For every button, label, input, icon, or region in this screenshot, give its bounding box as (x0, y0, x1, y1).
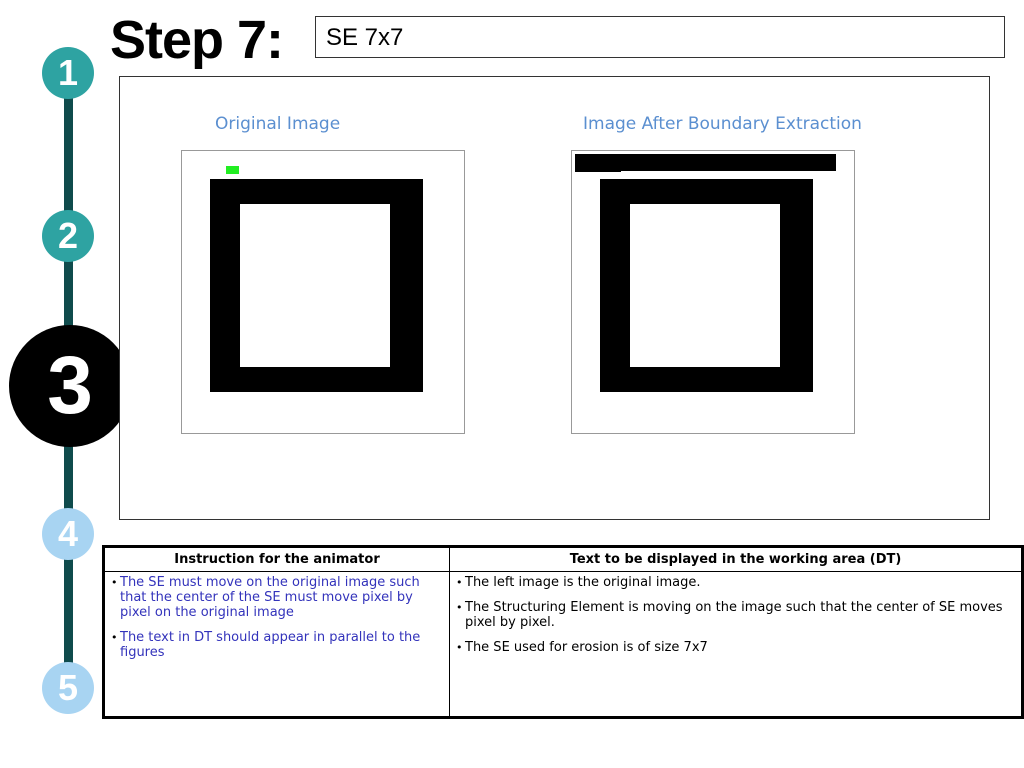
step-5-circle[interactable]: 5 (42, 662, 94, 714)
extracted-image-caption: Image After Boundary Extraction (583, 114, 862, 134)
original-image-frame (181, 150, 465, 434)
original-square-outer (210, 179, 423, 392)
step-1-circle[interactable]: 1 (42, 47, 94, 99)
display-text-item: • The Structuring Element is moving on the image such that the center of SE moves pixel by pixel. (456, 600, 1015, 630)
instruction-item: • The text in DT should appear in parallel to the figures (111, 630, 443, 660)
extraction-progress-tick (575, 170, 621, 172)
instruction-table (102, 545, 1024, 719)
se-label-box: SE 7x7 (315, 16, 1005, 58)
display-text-item: • The left image is the original image. (456, 575, 1015, 590)
step-2-circle[interactable]: 2 (42, 210, 94, 262)
original-square-inner (240, 204, 390, 367)
step-3-circle-active[interactable]: 3 (9, 325, 131, 447)
instruction-cell (104, 572, 450, 718)
page-title: Step 7: (110, 10, 284, 70)
display-text-item: • The SE used for erosion is of size 7x7 (456, 640, 1015, 655)
structuring-element-marker (226, 166, 239, 174)
original-image-caption: Original Image (215, 114, 341, 134)
display-text-header: Text to be displayed in the working area (DT) (450, 547, 1023, 572)
instruction-item: • The SE must move on the original image such that the center of the SE must move pixel by pixel on the original image (111, 575, 443, 620)
display-text-cell (450, 572, 1023, 718)
extracted-image-frame (571, 150, 855, 434)
extracted-square-inner (630, 204, 780, 367)
extraction-progress-bar (575, 154, 836, 171)
extracted-square-outer (600, 179, 813, 392)
instruction-header: Instruction for the animator (104, 547, 450, 572)
working-area (119, 76, 990, 520)
step-4-circle[interactable]: 4 (42, 508, 94, 560)
